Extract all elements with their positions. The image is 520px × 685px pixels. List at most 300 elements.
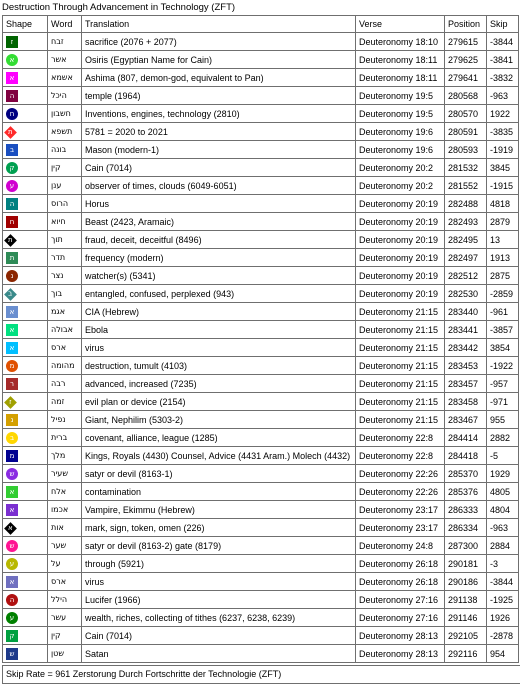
- translation-cell: observer of times, clouds (6049-6051): [82, 177, 356, 195]
- word-cell: נצר: [48, 267, 82, 285]
- circle-marker-icon: [6, 558, 18, 570]
- circle-marker-icon: [6, 612, 18, 624]
- translation-cell: Satan: [82, 645, 356, 663]
- skip-cell: -971: [487, 393, 519, 411]
- word-cell: ברית: [48, 429, 82, 447]
- skip-cell: -963: [487, 87, 519, 105]
- table-row: [3, 609, 519, 627]
- header-verse: Verse: [356, 16, 445, 33]
- position-cell: 284418: [445, 447, 487, 465]
- table-row: [3, 465, 519, 483]
- verse-cell: Deuteronomy 22:26: [356, 483, 445, 501]
- verse-cell: Deuteronomy 19:6: [356, 123, 445, 141]
- diamond-marker-icon: [4, 126, 17, 139]
- circle-marker-icon: [6, 360, 18, 372]
- skip-cell: -961: [487, 303, 519, 321]
- position-cell: 279615: [445, 33, 487, 51]
- word-cell: אבולה: [48, 321, 82, 339]
- table-row: [3, 87, 519, 105]
- skip-cell: 1929: [487, 465, 519, 483]
- translation-cell: Beast (2423, Aramaic): [82, 213, 356, 231]
- marker-letter: ש: [9, 542, 15, 551]
- square-marker-icon: [6, 36, 18, 48]
- translation-cell: Cain (7014): [82, 627, 356, 645]
- translation-cell: 5781 = 2020 to 2021: [82, 123, 356, 141]
- position-cell: 282488: [445, 195, 487, 213]
- verse-cell: Deuteronomy 21:15: [356, 393, 445, 411]
- marker-letter: א: [9, 326, 15, 335]
- header-word: Word: [48, 16, 82, 33]
- verse-cell: Deuteronomy 21:15: [356, 339, 445, 357]
- skip-cell: -3844: [487, 33, 519, 51]
- word-cell: שטן: [48, 645, 82, 663]
- word-cell: זמה: [48, 393, 82, 411]
- skip-cell: 2884: [487, 537, 519, 555]
- translation-cell: virus: [82, 573, 356, 591]
- square-marker-icon: [6, 648, 18, 660]
- verse-cell: Deuteronomy 20:2: [356, 177, 445, 195]
- shape-cell: [3, 87, 48, 105]
- skip-cell: -3841: [487, 51, 519, 69]
- shape-cell: [3, 519, 48, 537]
- position-cell: 283440: [445, 303, 487, 321]
- verse-cell: Deuteronomy 20:2: [356, 159, 445, 177]
- skip-cell: 1926: [487, 609, 519, 627]
- translation-cell: CIA (Hebrew): [82, 303, 356, 321]
- translation-cell: Kings, Royals (4430) Counsel, Advice (4431 Aram.) Molech (4432): [82, 447, 356, 465]
- shape-cell: [3, 501, 48, 519]
- translation-cell: fraud, deceit, deceitful (8496): [82, 231, 356, 249]
- marker-letter: ז: [10, 38, 14, 47]
- diamond-marker-icon: [4, 288, 17, 301]
- table-row: [3, 573, 519, 591]
- circle-marker-icon: [6, 432, 18, 444]
- skip-cell: -1915: [487, 177, 519, 195]
- word-cell: תוך: [48, 231, 82, 249]
- skip-cell: 1922: [487, 105, 519, 123]
- translation-cell: satyr or devil (8163-1): [82, 465, 356, 483]
- translation-cell: watcher(s) (5341): [82, 267, 356, 285]
- square-marker-icon: [6, 342, 18, 354]
- skip-rate-footer: Skip Rate = 961 Zerstorung Durch Fortschritte der Technologie (ZFT): [2, 665, 520, 684]
- position-cell: 286334: [445, 519, 487, 537]
- word-cell: זבח: [48, 33, 82, 51]
- shape-cell: [3, 105, 48, 123]
- word-cell: היכל: [48, 87, 82, 105]
- position-cell: 282530: [445, 285, 487, 303]
- shape-cell: [3, 609, 48, 627]
- table-row: [3, 321, 519, 339]
- shape-cell: [3, 33, 48, 51]
- table-row: [3, 555, 519, 573]
- position-cell: 282495: [445, 231, 487, 249]
- translation-cell: frequency (modern): [82, 249, 356, 267]
- table-row: [3, 267, 519, 285]
- skip-cell: 1913: [487, 249, 519, 267]
- shape-cell: [3, 141, 48, 159]
- table-row: [3, 249, 519, 267]
- verse-cell: Deuteronomy 22:8: [356, 429, 445, 447]
- verse-cell: Deuteronomy 26:18: [356, 555, 445, 573]
- verse-cell: Deuteronomy 28:13: [356, 645, 445, 663]
- shape-cell: [3, 375, 48, 393]
- skip-cell: -3857: [487, 321, 519, 339]
- position-cell: 281532: [445, 159, 487, 177]
- els-table: [2, 15, 519, 663]
- translation-cell: satyr or devil (8163-2) gate (8179): [82, 537, 356, 555]
- skip-cell: 13: [487, 231, 519, 249]
- position-cell: 287300: [445, 537, 487, 555]
- table-row: [3, 357, 519, 375]
- square-marker-icon: [6, 504, 18, 516]
- position-cell: 283457: [445, 375, 487, 393]
- shape-cell: [3, 69, 48, 87]
- translation-cell: Cain (7014): [82, 159, 356, 177]
- marker-letter: מ: [9, 362, 15, 371]
- word-cell: אות: [48, 519, 82, 537]
- shape-cell: [3, 339, 48, 357]
- shape-cell: [3, 555, 48, 573]
- word-cell: ארס: [48, 339, 82, 357]
- header-translation: Translation: [82, 16, 356, 33]
- square-marker-icon: [6, 324, 18, 336]
- table-row: [3, 645, 519, 663]
- shape-cell: [3, 573, 48, 591]
- marker-letter: נ: [10, 416, 14, 425]
- table-row: [3, 501, 519, 519]
- verse-cell: Deuteronomy 21:15: [356, 303, 445, 321]
- marker-letter: ח: [9, 218, 15, 227]
- marker-letter: א: [9, 56, 15, 65]
- circle-marker-icon: [6, 162, 18, 174]
- square-marker-icon: [6, 414, 18, 426]
- marker-letter: א: [8, 523, 13, 532]
- word-cell: ארס: [48, 573, 82, 591]
- position-cell: 283458: [445, 393, 487, 411]
- square-marker-icon: [6, 252, 18, 264]
- skip-cell: 2879: [487, 213, 519, 231]
- word-cell: מלך: [48, 447, 82, 465]
- circle-marker-icon: [6, 270, 18, 282]
- header-position: Position: [445, 16, 487, 33]
- translation-cell: Ebola: [82, 321, 356, 339]
- shape-cell: [3, 159, 48, 177]
- shape-cell: [3, 483, 48, 501]
- word-cell: ענן: [48, 177, 82, 195]
- table-row: [3, 483, 519, 501]
- square-marker-icon: [6, 90, 18, 102]
- position-cell: 286333: [445, 501, 487, 519]
- marker-letter: א: [9, 578, 15, 587]
- table-row: [3, 105, 519, 123]
- translation-cell: Osiris (Egyptian Name for Cain): [82, 51, 356, 69]
- table-row: [3, 429, 519, 447]
- word-cell: שער: [48, 537, 82, 555]
- verse-cell: Deuteronomy 21:15: [356, 357, 445, 375]
- position-cell: 279625: [445, 51, 487, 69]
- square-marker-icon: [6, 144, 18, 156]
- verse-cell: Deuteronomy 18:11: [356, 69, 445, 87]
- translation-cell: sacrifice (2076 + 2077): [82, 33, 356, 51]
- verse-cell: Deuteronomy 19:5: [356, 87, 445, 105]
- shape-cell: [3, 591, 48, 609]
- verse-cell: Deuteronomy 21:15: [356, 321, 445, 339]
- table-row: [3, 411, 519, 429]
- shape-cell: [3, 645, 48, 663]
- skip-cell: -1925: [487, 591, 519, 609]
- translation-cell: Mason (modern-1): [82, 141, 356, 159]
- marker-letter: א: [9, 344, 15, 353]
- verse-cell: Deuteronomy 20:19: [356, 213, 445, 231]
- shape-cell: [3, 465, 48, 483]
- circle-marker-icon: [6, 594, 18, 606]
- position-cell: 282512: [445, 267, 487, 285]
- table-row: [3, 69, 519, 87]
- square-marker-icon: [6, 450, 18, 462]
- verse-cell: Deuteronomy 19:6: [356, 141, 445, 159]
- position-cell: 283441: [445, 321, 487, 339]
- square-marker-icon: [6, 216, 18, 228]
- shape-cell: [3, 627, 48, 645]
- skip-cell: -3844: [487, 573, 519, 591]
- marker-letter: ק: [9, 632, 15, 641]
- word-cell: מהומה: [48, 357, 82, 375]
- skip-cell: 4805: [487, 483, 519, 501]
- marker-letter: ק: [9, 164, 15, 173]
- position-cell: 290186: [445, 573, 487, 591]
- skip-cell: 954: [487, 645, 519, 663]
- header-shape: Shape: [3, 16, 48, 33]
- header-skip: Skip: [487, 16, 519, 33]
- verse-cell: Deuteronomy 20:19: [356, 231, 445, 249]
- verse-cell: Deuteronomy 20:19: [356, 195, 445, 213]
- verse-cell: Deuteronomy 19:5: [356, 105, 445, 123]
- diamond-marker-icon: [4, 396, 17, 409]
- translation-cell: Horus: [82, 195, 356, 213]
- position-cell: 283467: [445, 411, 487, 429]
- word-cell: אכמו: [48, 501, 82, 519]
- marker-letter: א: [9, 506, 15, 515]
- marker-letter: ב: [8, 289, 13, 298]
- skip-cell: -3832: [487, 69, 519, 87]
- marker-letter: ז: [9, 397, 12, 406]
- shape-cell: [3, 267, 48, 285]
- verse-cell: Deuteronomy 27:16: [356, 591, 445, 609]
- word-cell: חשבון: [48, 105, 82, 123]
- diamond-marker-icon: [4, 234, 17, 247]
- skip-cell: -2878: [487, 627, 519, 645]
- verse-cell: Deuteronomy 21:15: [356, 375, 445, 393]
- position-cell: 280568: [445, 87, 487, 105]
- verse-cell: Deuteronomy 26:18: [356, 573, 445, 591]
- table-row: [3, 177, 519, 195]
- position-cell: 284414: [445, 429, 487, 447]
- translation-cell: destruction, tumult (4103): [82, 357, 356, 375]
- table-row: [3, 447, 519, 465]
- position-cell: 292105: [445, 627, 487, 645]
- marker-letter: ת: [8, 127, 13, 136]
- skip-cell: 955: [487, 411, 519, 429]
- verse-cell: Deuteronomy 18:11: [356, 51, 445, 69]
- table-row: [3, 519, 519, 537]
- translation-cell: Lucifer (1966): [82, 591, 356, 609]
- skip-cell: 3854: [487, 339, 519, 357]
- position-cell: 291138: [445, 591, 487, 609]
- table-header-row: [3, 16, 519, 33]
- square-marker-icon: [6, 306, 18, 318]
- skip-cell: -3: [487, 555, 519, 573]
- table-row: [3, 33, 519, 51]
- word-cell: תשפא: [48, 123, 82, 141]
- word-cell: בונה: [48, 141, 82, 159]
- circle-marker-icon: [6, 54, 18, 66]
- shape-cell: [3, 303, 48, 321]
- position-cell: 283442: [445, 339, 487, 357]
- verse-cell: Deuteronomy 27:16: [356, 609, 445, 627]
- diamond-marker-icon: [4, 522, 17, 535]
- translation-cell: entangled, confused, perplexed (943): [82, 285, 356, 303]
- translation-cell: evil plan or device (2154): [82, 393, 356, 411]
- marker-letter: ה: [9, 92, 15, 101]
- word-cell: נפיל: [48, 411, 82, 429]
- skip-cell: 2882: [487, 429, 519, 447]
- skip-cell: -1919: [487, 141, 519, 159]
- word-cell: חיוא: [48, 213, 82, 231]
- table-row: [3, 537, 519, 555]
- marker-letter: א: [9, 308, 15, 317]
- verse-cell: Deuteronomy 28:13: [356, 627, 445, 645]
- marker-letter: ע: [9, 182, 15, 191]
- position-cell: 279641: [445, 69, 487, 87]
- marker-letter: ה: [9, 596, 15, 605]
- square-marker-icon: [6, 72, 18, 84]
- marker-letter: ע: [9, 560, 15, 569]
- word-cell: קין: [48, 627, 82, 645]
- word-cell: הילל: [48, 591, 82, 609]
- translation-cell: advanced, increased (7235): [82, 375, 356, 393]
- skip-cell: -1922: [487, 357, 519, 375]
- position-cell: 280570: [445, 105, 487, 123]
- shape-cell: [3, 429, 48, 447]
- shape-cell: [3, 393, 48, 411]
- translation-cell: wealth, riches, collecting of tithes (6237, 6238, 6239): [82, 609, 356, 627]
- square-marker-icon: [6, 198, 18, 210]
- position-cell: 280591: [445, 123, 487, 141]
- marker-letter: ע: [9, 614, 15, 623]
- word-cell: בוך: [48, 285, 82, 303]
- translation-cell: virus: [82, 339, 356, 357]
- verse-cell: Deuteronomy 20:19: [356, 267, 445, 285]
- circle-marker-icon: [6, 108, 18, 120]
- marker-letter: א: [9, 74, 15, 83]
- translation-cell: contamination: [82, 483, 356, 501]
- marker-letter: ב: [9, 434, 15, 443]
- marker-letter: ח: [9, 110, 15, 119]
- shape-cell: [3, 177, 48, 195]
- shape-cell: [3, 285, 48, 303]
- word-cell: אשר: [48, 51, 82, 69]
- position-cell: 282493: [445, 213, 487, 231]
- translation-cell: Giant, Nephilim (5303-2): [82, 411, 356, 429]
- word-cell: עשר: [48, 609, 82, 627]
- circle-marker-icon: [6, 468, 18, 480]
- position-cell: 281552: [445, 177, 487, 195]
- marker-letter: ה: [9, 200, 15, 209]
- table-row: [3, 339, 519, 357]
- marker-letter: מ: [9, 452, 15, 461]
- marker-letter: ת: [8, 235, 13, 244]
- word-cell: שעיר: [48, 465, 82, 483]
- shape-cell: [3, 123, 48, 141]
- marker-letter: ב: [9, 146, 15, 155]
- square-marker-icon: [6, 576, 18, 588]
- position-cell: 291146: [445, 609, 487, 627]
- shape-cell: [3, 51, 48, 69]
- skip-cell: 2875: [487, 267, 519, 285]
- shape-cell: [3, 213, 48, 231]
- skip-cell: -3835: [487, 123, 519, 141]
- square-marker-icon: [6, 630, 18, 642]
- verse-cell: Deuteronomy 23:17: [356, 501, 445, 519]
- skip-cell: 3845: [487, 159, 519, 177]
- skip-cell: -2859: [487, 285, 519, 303]
- position-cell: 283453: [445, 357, 487, 375]
- shape-cell: [3, 249, 48, 267]
- position-cell: 285376: [445, 483, 487, 501]
- skip-cell: 4804: [487, 501, 519, 519]
- table-row: [3, 159, 519, 177]
- table-row: [3, 213, 519, 231]
- position-cell: 285370: [445, 465, 487, 483]
- circle-marker-icon: [6, 180, 18, 192]
- table-row: [3, 591, 519, 609]
- skip-cell: 4818: [487, 195, 519, 213]
- table-row: [3, 627, 519, 645]
- table-row: [3, 285, 519, 303]
- table-row: [3, 141, 519, 159]
- word-cell: תדר: [48, 249, 82, 267]
- shape-cell: [3, 537, 48, 555]
- marker-letter: נ: [10, 272, 14, 281]
- word-cell: אשמא: [48, 69, 82, 87]
- translation-cell: through (5921): [82, 555, 356, 573]
- verse-cell: Deuteronomy 20:19: [356, 249, 445, 267]
- shape-cell: [3, 411, 48, 429]
- translation-cell: Inventions, engines, technology (2810): [82, 105, 356, 123]
- shape-cell: [3, 321, 48, 339]
- table-row: [3, 195, 519, 213]
- verse-cell: Deuteronomy 21:15: [356, 411, 445, 429]
- table-row: [3, 51, 519, 69]
- word-cell: הרוס: [48, 195, 82, 213]
- table-row: [3, 375, 519, 393]
- position-cell: 280593: [445, 141, 487, 159]
- marker-letter: ר: [10, 380, 14, 389]
- word-cell: אגמ: [48, 303, 82, 321]
- translation-cell: Vampire, Ekimmu (Hebrew): [82, 501, 356, 519]
- verse-cell: Deuteronomy 23:17: [356, 519, 445, 537]
- word-cell: רבה: [48, 375, 82, 393]
- verse-cell: Deuteronomy 20:19: [356, 285, 445, 303]
- table-row: [3, 123, 519, 141]
- verse-cell: Deuteronomy 24:8: [356, 537, 445, 555]
- skip-cell: -5: [487, 447, 519, 465]
- verse-cell: Deuteronomy 22:26: [356, 465, 445, 483]
- table-row: [3, 231, 519, 249]
- verse-cell: Deuteronomy 22:8: [356, 447, 445, 465]
- table-row: [3, 303, 519, 321]
- shape-cell: [3, 231, 48, 249]
